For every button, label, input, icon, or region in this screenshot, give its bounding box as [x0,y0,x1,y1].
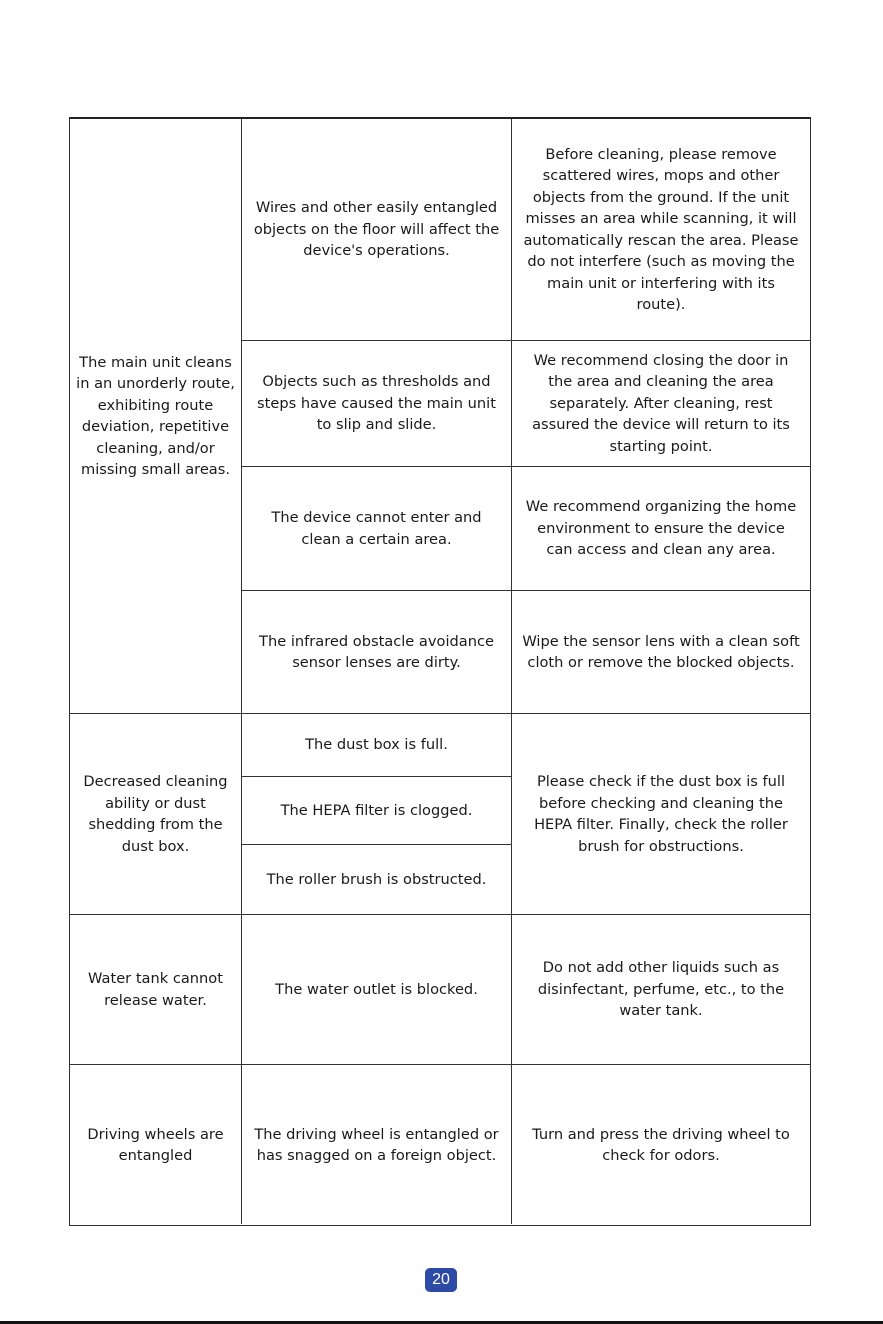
problem-cell [70,714,241,914]
cause-cell [242,845,511,914]
troubleshooting-table [69,117,811,1226]
problem-text: Driving wheels are entangled [87,1125,224,1164]
solution-text: We recommend organizing the home environment to ensure the device can access and clean any area. [525,498,797,559]
cause-cell [242,915,511,1064]
solution-text: Turn and press the driving wheel to check for odors. [532,1125,790,1164]
cause-text: The water outlet is blocked. [275,980,478,998]
solution-text: We recommend closing the door in the area and cleaning the area separately. After cleaning, rest assured the device will return to its starting point. [532,351,790,455]
solution-text: Do not add other liquids such as disinfectant, perfume, etc., to the water tank. [537,959,785,1020]
problem-text: Decreased cleaning ability or dust shedding from the dust box. [83,773,228,855]
cause-cell [242,119,511,340]
page-number-badge [425,1268,457,1292]
page-number: 20 [432,1271,450,1288]
cause-text: The device cannot enter and clean a certain area. [271,509,482,548]
problem-text: Water tank cannot release water. [88,970,223,1009]
problem-cell [70,915,241,1064]
cause-cell [242,714,511,776]
cause-text: The driving wheel is entangled or has snagged on a foreign object. [254,1125,499,1164]
cause-cell [242,777,511,844]
solution-cell [512,119,810,340]
cause-text: The dust box is full. [305,736,448,754]
cause-cell [242,341,511,466]
solution-cell [512,915,810,1064]
problem-cell [70,119,241,713]
problem-cell [70,1065,241,1225]
cause-text: Wires and other easily entangled objects on the floor will affect the device's operations. [253,199,500,260]
problem-text: The main unit cleans in an unorderly route, exhibiting route deviation, repetitive cleaning, and/or missing small areas. [76,353,235,478]
cause-cell [242,591,511,713]
solution-text: Wipe the sensor lens with a clean soft cloth or remove the blocked objects. [522,632,800,671]
cause-cell [242,467,511,590]
solution-cell [512,467,810,590]
solution-text: Before cleaning, please remove scattered wires, mops and other objects from the ground. If the unit misses an area while scanning, it will automatically rescan the area. Please do not interfere (such as moving the main unit or interfering with its route). [523,145,799,313]
solution-cell [512,341,810,466]
solution-cell [512,1065,810,1225]
cause-text: The HEPA filter is clogged. [280,801,473,819]
solution-cell [512,714,810,914]
cause-cell [242,1065,511,1225]
cause-text: The roller brush is obstructed. [266,870,487,888]
solution-cell [512,591,810,713]
solution-text: Please check if the dust box is full before checking and cleaning the HEPA filter. Finally, check the roller brush for obstructions. [534,773,788,855]
cause-text: Objects such as thresholds and steps have caused the main unit to slip and slide. [257,373,496,434]
cause-text: The infrared obstacle avoidance sensor lenses are dirty. [259,632,494,671]
